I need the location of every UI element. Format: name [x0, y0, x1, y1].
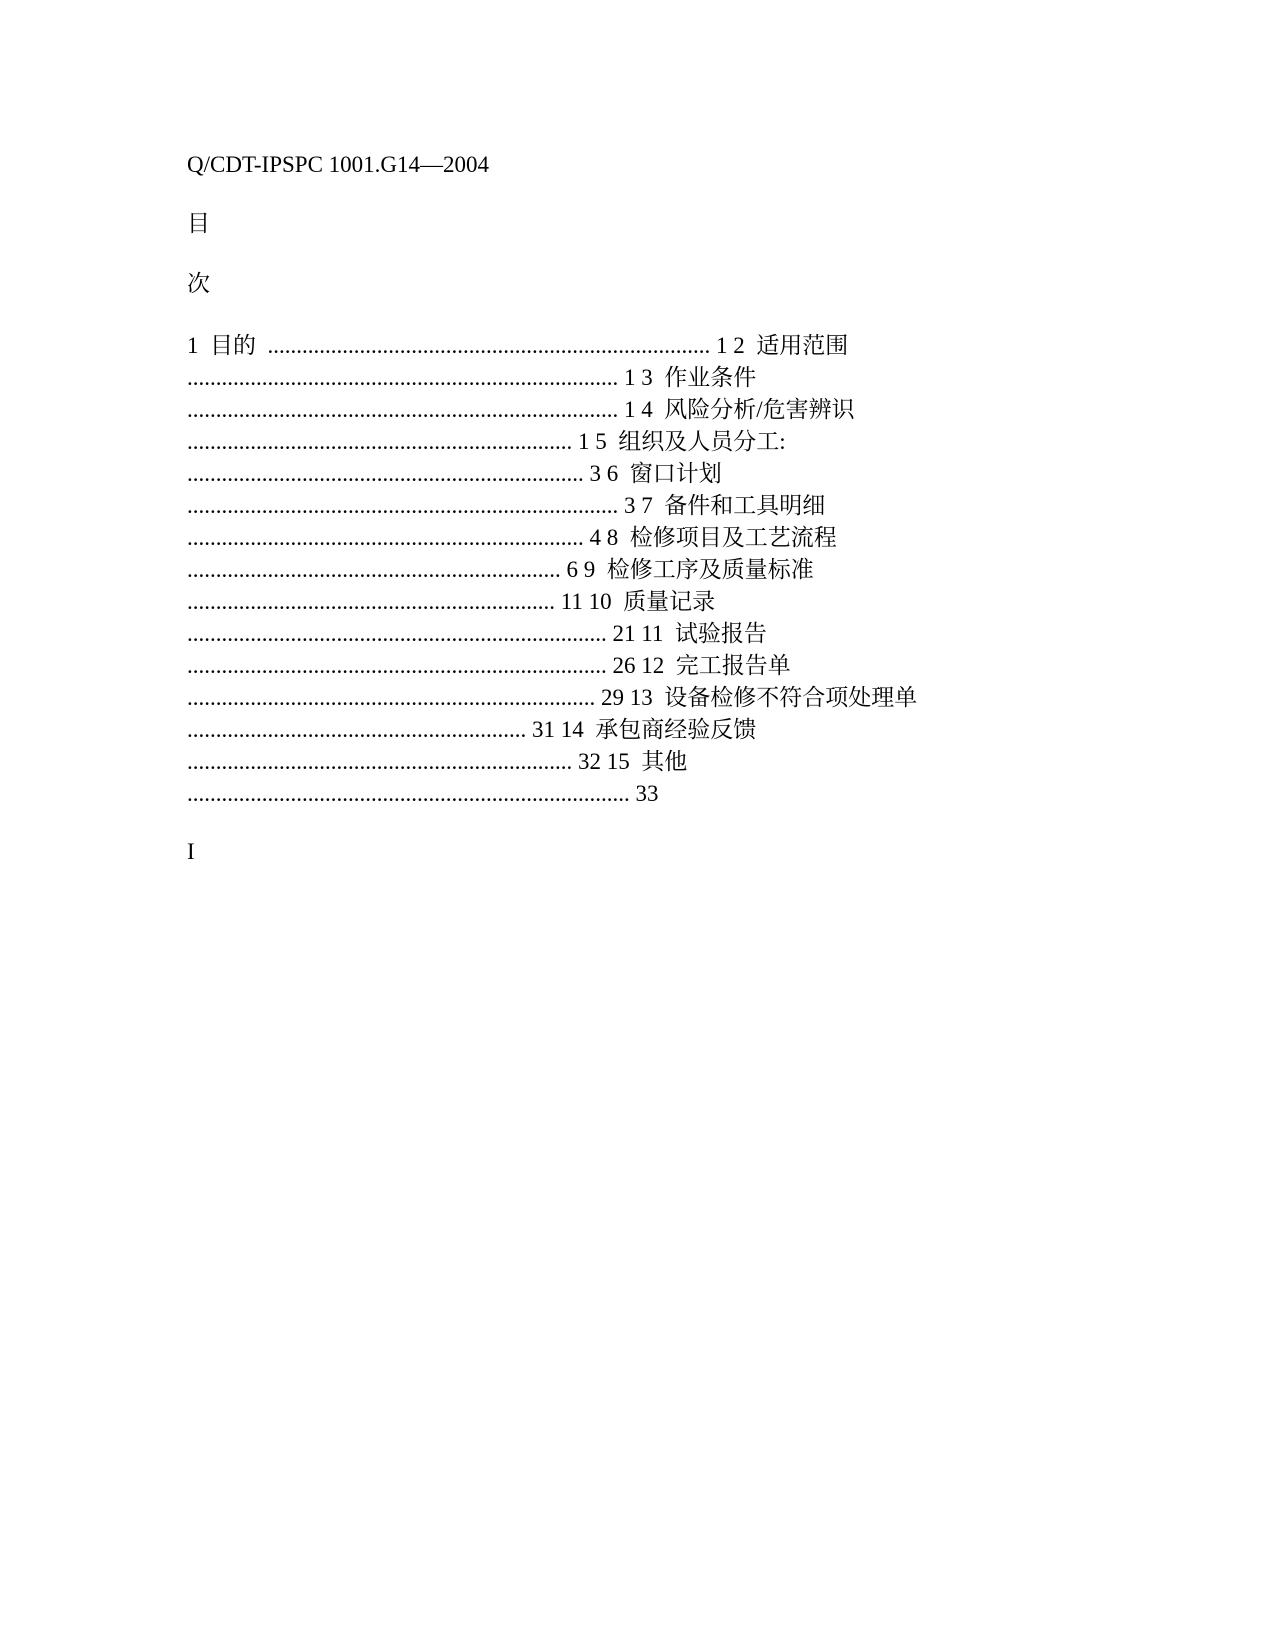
toc-title-first-char: 目: [187, 211, 210, 236]
page-number: I: [187, 839, 195, 864]
toc-line: 1 目的 ............................................................................. 1 2 适用范围: [187, 333, 849, 358]
toc-title-second-char: 次: [187, 271, 210, 296]
toc-line: ................................................................... 1 5 组织及人员分工:: [187, 429, 786, 454]
toc-line: ..................................................................... 4 8 检修项目及工艺流程: [187, 525, 837, 550]
toc-line: ......................................................................... 26 12 完工报告单: [187, 653, 791, 678]
toc-line: ................................................................. 6 9 检修工序及质量标准: [187, 557, 814, 582]
document-code: Q/CDT-IPSPC 1001.G14—2004: [187, 152, 490, 177]
toc-line: ..................................................................... 3 6 窗口计划: [187, 461, 722, 486]
toc-line: ........................................................................... 1 3 作业条件: [187, 365, 757, 390]
toc-line: ........................................................................... 3 7 备件和工具明细: [187, 493, 826, 518]
toc-line: ............................................................................. 33: [187, 781, 659, 806]
toc-line: ......................................................................... 21 11 试验报告: [187, 621, 767, 646]
toc-line: ................................................................... 32 15 其他: [187, 749, 688, 774]
toc-line: ....................................................................... 29 13 设备检修不符合项处理单: [187, 685, 918, 710]
toc-line: ........................................................... 31 14 承包商经验反馈: [187, 717, 757, 742]
toc-line: ................................................................ 11 10 质量记录: [187, 589, 716, 614]
table-of-contents: [187, 330, 917, 810]
toc-line: ........................................................................... 1 4 风险分析/危害辨识: [187, 397, 855, 422]
